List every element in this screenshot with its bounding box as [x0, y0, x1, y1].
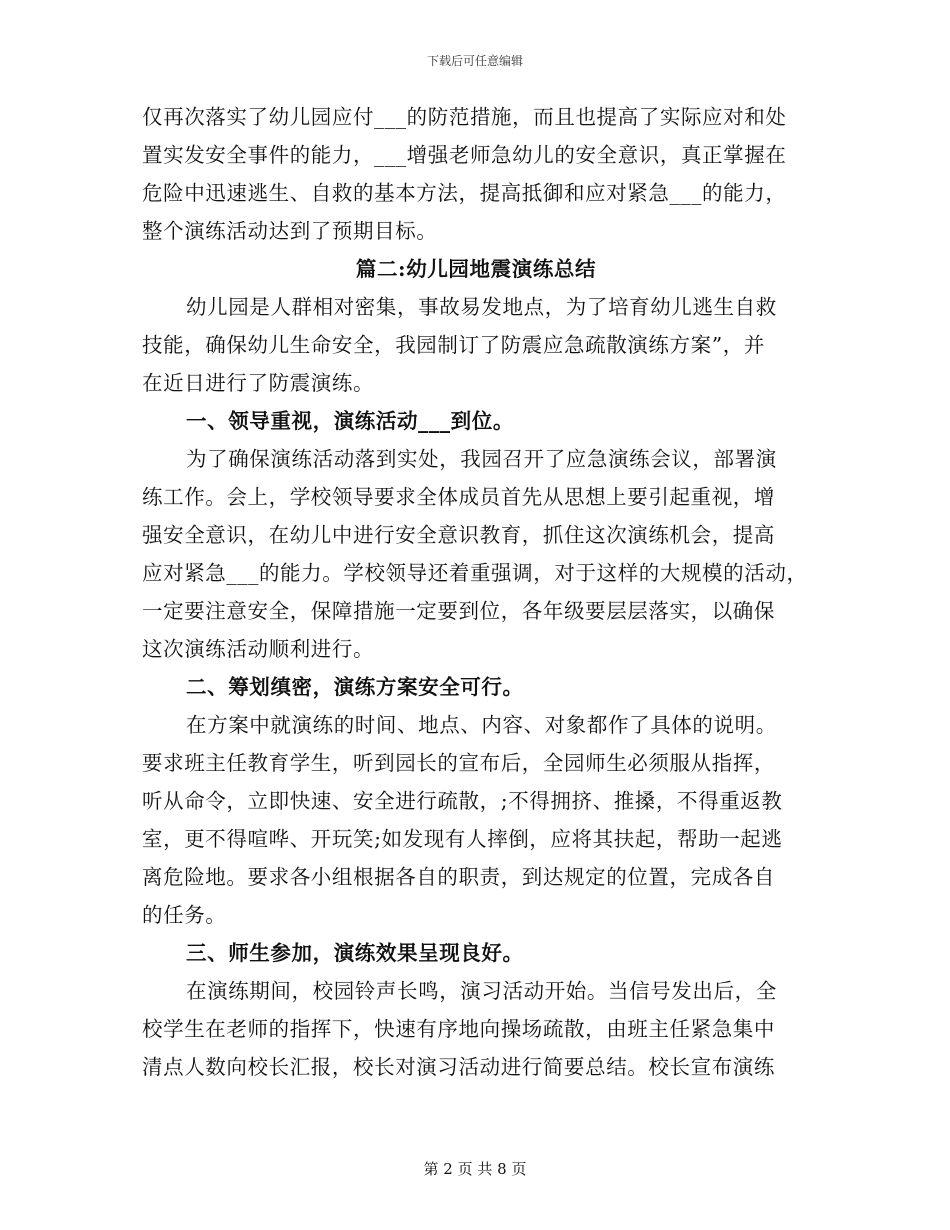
paragraph-line: 整个演练活动达到了预期目标。 [142, 219, 438, 243]
paragraph-line: 这次演练活动顺利进行。 [142, 637, 375, 661]
page-number: 第 2 页 共 8 页 [423, 1160, 527, 1178]
section-title: 篇二:幼儿园地震演练总结 [355, 257, 597, 281]
paragraph-line: 练工作。会上，学校领导要求全体成员首先从思想上要引起重视，增 [142, 485, 775, 509]
paragraph-line: 技能，确保幼儿生命安全，我园制订了防震应急疏散演练方案”，并 [142, 333, 765, 357]
paragraph-line: 离危险地。要求各小组根据各自的职责，到达规定的位置，完成各自 [142, 865, 775, 889]
paragraph-line: 听从命令，立即快速、安全进行疏散，;不得拥挤、推搡，不得重返教 [142, 789, 783, 813]
paragraph-line: 应对紧急___的能力。学校领导还着重强调，对于这样的大规模的活动， [142, 561, 808, 585]
subheading-3: 三、师生参加，演练效果呈现良好。 [186, 941, 524, 965]
paragraph-line: 为了确保演练活动落到实处，我园召开了应急演练会议，部署演 [186, 447, 777, 471]
paragraph-line: 幼儿园是人群相对密集，事故易发地点，为了培育幼儿逃生自救 [186, 295, 777, 319]
paragraph-line: 仅再次落实了幼儿园应付___的防范措施，而且也提高了实际应对和处 [142, 105, 787, 129]
document-body [142, 98, 810, 1086]
paragraph-line: 在近日进行了防震演练。 [142, 371, 375, 395]
paragraph-line: 在方案中就演练的时间、地点、内容、对象都作了具体的说明。 [186, 713, 777, 737]
paragraph-line: 强安全意识，在幼儿中进行安全意识教育，抓住这次演练机会，提高 [142, 523, 775, 547]
header-note: 下载后可任意编辑 [426, 54, 523, 68]
paragraph-line: 在演练期间，校园铃声长鸣，演习活动开始。当信号发出后，全 [186, 979, 777, 1003]
paragraph-line: 置实发安全事件的能力，___增强老师急幼儿的安全意识，真正掌握在 [142, 143, 787, 167]
paragraph-line: 的任务。 [142, 903, 227, 927]
paragraph-line: 清点人数向校长汇报，校长对演习活动进行简要总结。校长宣布演练 [142, 1055, 775, 1079]
subheading-2: 二、筹划缜密，演练方案安全可行。 [186, 675, 524, 699]
paragraph-line: 室，更不得喧哗、开玩笑;如发现有人摔倒，应将其扶起，帮助一起逃 [142, 827, 783, 851]
paragraph-line: 危险中迅速逃生、自救的基本方法，提高抵御和应对紧急___的能力， [142, 181, 787, 205]
paragraph-line: 校学生在老师的指挥下，快速有序地向操场疏散，由班主任紧急集中 [142, 1017, 775, 1041]
paragraph-line: 一定要注意安全，保障措施一定要到位，各年级要层层落实，以确保 [142, 599, 775, 623]
paragraph-line: 要求班主任教育学生，听到园长的宣布后，全园师生必须服从指挥， [142, 751, 775, 775]
subheading-1: 一、领导重视，演练活动___到位。 [186, 409, 514, 433]
